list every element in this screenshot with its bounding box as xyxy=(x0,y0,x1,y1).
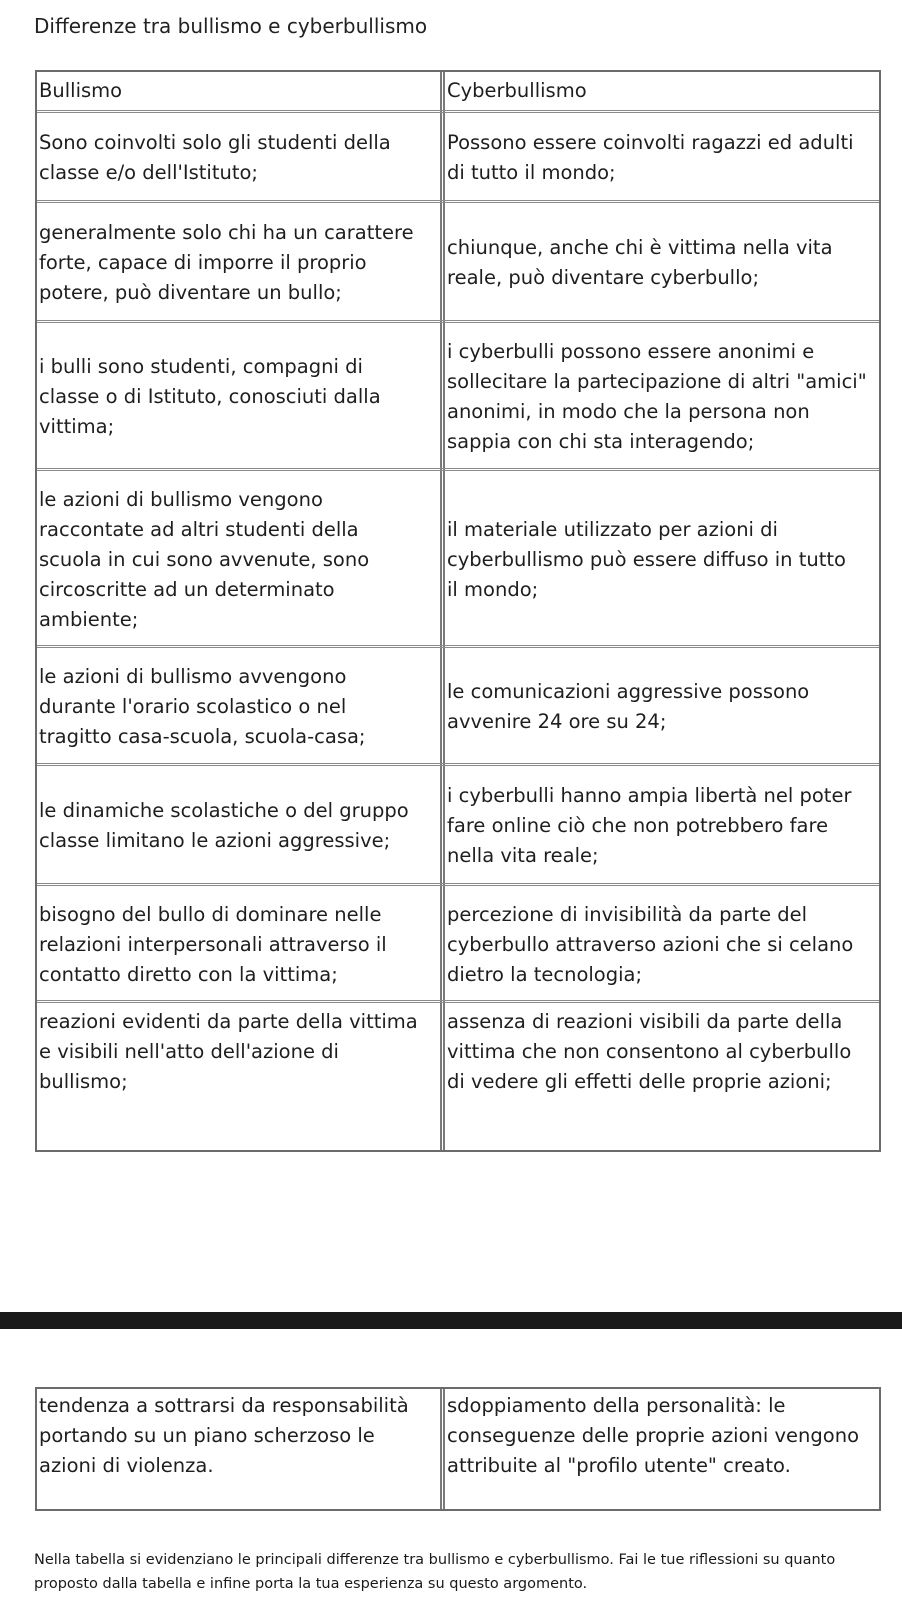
table-row xyxy=(37,110,879,203)
cell-cyberbullismo: i cyberbulli hanno ampia libertà nel poter fare online ciò che non potrebbero fare nella vita reale; xyxy=(447,784,852,867)
page-break-bar xyxy=(0,1312,902,1329)
table-row xyxy=(37,1000,879,1153)
comparison-table-continued xyxy=(35,1387,881,1511)
cell-bullismo: i bulli sono studenti, compagni di classe o di Istituto, conosciuti dalla vittima; xyxy=(39,355,381,438)
table-row xyxy=(37,883,879,1003)
cell-cyberbullismo: assenza di reazioni visibili da parte della vittima che non consentono al cyberbullo di vedere gli effetti delle proprie azioni; xyxy=(447,1010,852,1093)
header-bullismo: Bullismo xyxy=(39,79,123,102)
header-cyberbullismo: Cyberbullismo xyxy=(447,79,587,102)
table-row xyxy=(37,320,879,471)
cell-cyberbullismo: chiunque, anche chi è vittima nella vita reale, può diventare cyberbullo; xyxy=(447,236,833,289)
cell-bullismo: le azioni di bullismo vengono raccontate ad altri studenti della scuola in cui sono avvenute, sono circoscritte ad un determinato ambiente; xyxy=(39,487,370,631)
cell-cyberbullismo: le comunicazioni aggressive possono avvenire 24 ore su 24; xyxy=(447,680,810,733)
assignment-instructions: Nella tabella si evidenziano le principali differenze tra bullismo e cyberbullismo. Fai le tue riflessioni su quanto proposto dalla tabella e infine porta la tua esperienza su questo argomento. xyxy=(34,1552,836,1592)
cell-cyberbullismo: Possono essere coinvolti ragazzi ed adulti di tutto il mondo; xyxy=(447,131,854,184)
comparison-table xyxy=(35,70,881,1152)
page-title: Differenze tra bullismo e cyberbullismo xyxy=(34,14,428,38)
table-row xyxy=(37,200,879,323)
cell-bullismo: generalmente solo chi ha un carattere forte, capace di imporre il proprio potere, può diventare un bullo; xyxy=(39,221,414,304)
cell-bullismo: Sono coinvolti solo gli studenti della classe e/o dell'Istituto; xyxy=(39,131,391,184)
cell-bullismo: reazioni evidenti da parte della vittima e visibili nell'atto dell'azione di bullismo; xyxy=(39,1010,418,1093)
cell-cyberbullismo: sdoppiamento della personalità: le conseguenze delle proprie azioni vengono attribuite al "profilo utente" creato. xyxy=(447,1394,860,1477)
table-header-row xyxy=(37,72,879,110)
table-row xyxy=(37,645,879,766)
cell-bullismo: bisogno del bullo di dominare nelle relazioni interpersonali attraverso il contatto diretto con la vittima; xyxy=(39,902,387,986)
cell-bullismo: le azioni di bullismo avvengono durante l'orario scolastico o nel tragitto casa-scuola, scuola-casa; xyxy=(39,665,366,748)
cell-bullismo: tendenza a sottrarsi da responsabilità portando su un piano scherzoso le azioni di violenza. xyxy=(39,1394,409,1477)
table-row xyxy=(37,1389,879,1509)
table-row xyxy=(37,763,879,886)
cell-bullismo: le dinamiche scolastiche o del gruppo classe limitano le azioni aggressive; xyxy=(39,799,409,852)
cell-cyberbullismo: i cyberbulli possono essere anonimi e sollecitare la partecipazione di altri "amici" anonimi, in modo che la persona non sappia con chi sta interagendo; xyxy=(447,340,867,453)
cell-cyberbullismo: percezione di invisibilità da parte del cyberbullo attraverso azioni che si celano dietro la tecnologia; xyxy=(447,902,854,986)
table-row xyxy=(37,468,879,648)
cell-cyberbullismo: il materiale utilizzato per azioni di cyberbullismo può essere diffuso in tutto il mondo; xyxy=(447,517,846,601)
